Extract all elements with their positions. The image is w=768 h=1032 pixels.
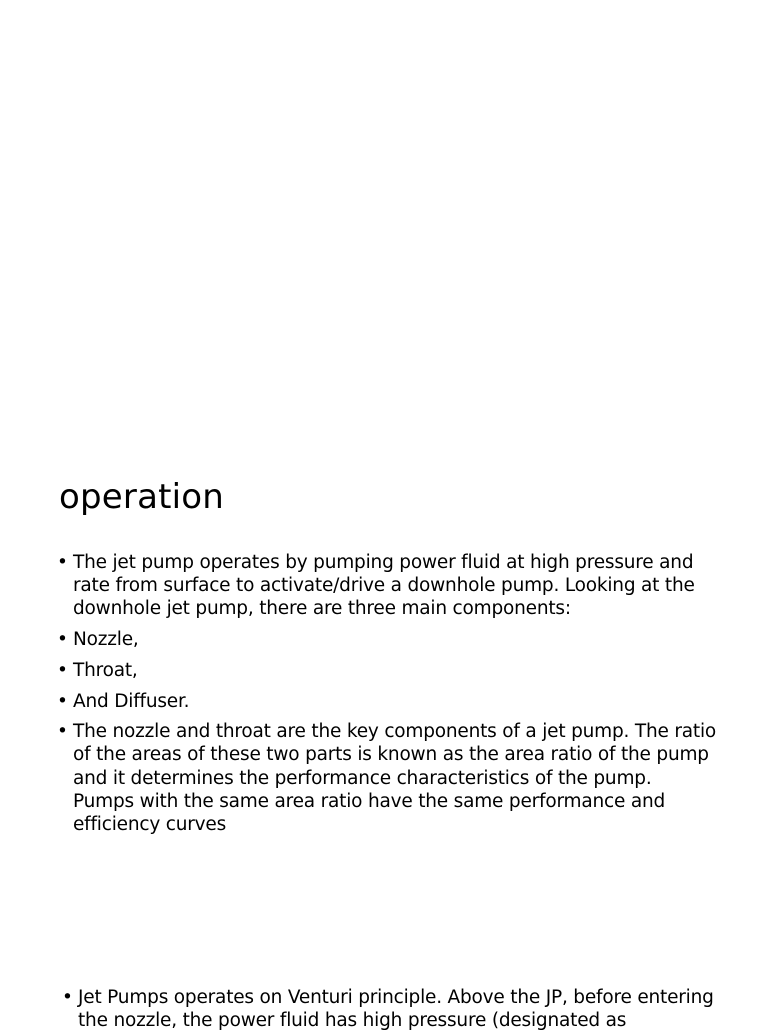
list-item-text: And Diffuser. xyxy=(73,690,190,712)
list-item xyxy=(57,720,717,836)
list-item xyxy=(57,659,717,682)
list-item xyxy=(57,690,717,713)
bullet-dot: • xyxy=(57,659,68,681)
list-item xyxy=(62,986,722,1032)
list-item-text: Jet Pumps operates on Venturi principle. Above the JP, before entering the nozzle, the power fluid has high pressure (designated as xyxy=(78,987,714,1032)
bullet-dot: • xyxy=(57,690,68,712)
list-item xyxy=(57,628,717,651)
bullet-dot: • xyxy=(62,987,73,1008)
list-item xyxy=(57,551,717,621)
list-item-text: Throat, xyxy=(73,659,138,681)
bullet-dot: • xyxy=(57,552,68,573)
list-item-text: Nozzle, xyxy=(73,629,139,651)
next-slide-bullet-list xyxy=(62,986,722,1032)
bullet-dot: • xyxy=(57,629,68,651)
list-item-text: The nozzle and throat are the key components of a jet pump. The ratio of the areas of these two parts is known as the area ratio of the pump and it determines the performance characteristics of the pump. Pumps with the same area ratio have the same performance and efficiency curves xyxy=(73,721,717,836)
list-item-text: The jet pump operates by pumping power fluid at high pressure and rate from surface to activate/drive a downhole pump. Looking at the downhole jet pump, there are three main components: xyxy=(73,552,695,620)
slide-title: operation xyxy=(59,477,225,517)
bullet-list xyxy=(57,551,717,844)
bullet-dot: • xyxy=(57,721,68,743)
